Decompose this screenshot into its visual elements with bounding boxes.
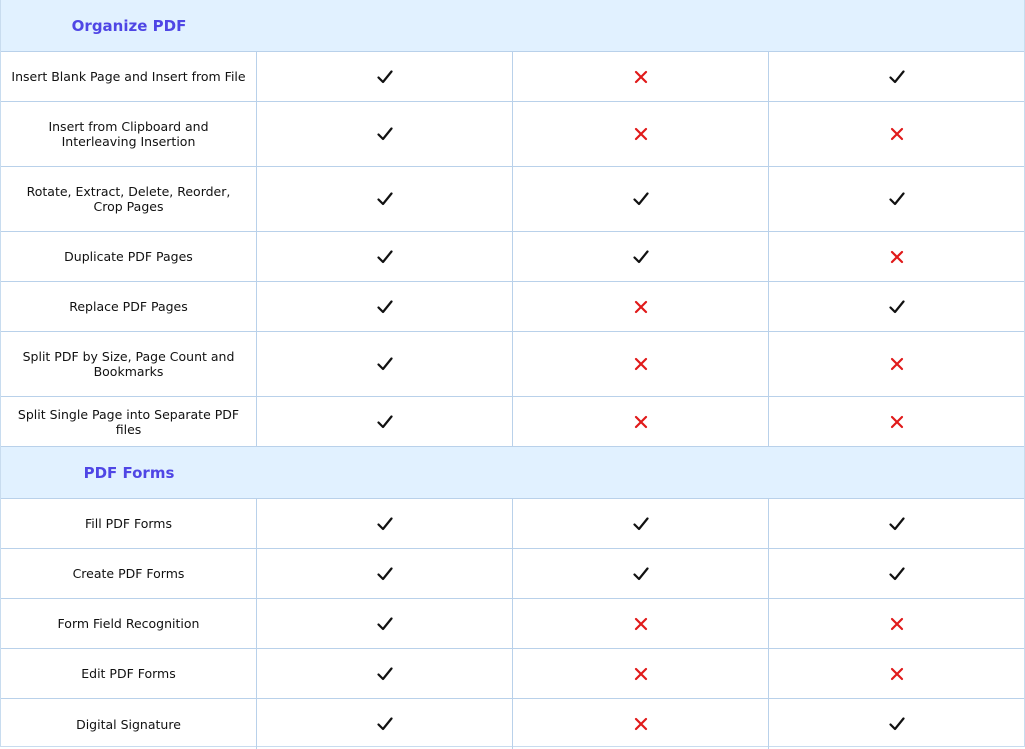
table-row	[1, 499, 1024, 549]
check-icon	[888, 190, 906, 208]
mark-cell	[513, 102, 769, 166]
cross-icon	[888, 355, 906, 373]
mark-cell	[513, 232, 769, 281]
table-row	[1, 167, 1024, 232]
cross-icon	[632, 298, 650, 316]
mark-cell	[513, 599, 769, 648]
mark-cell	[513, 167, 769, 231]
mark-cell	[513, 649, 769, 698]
cross-icon	[632, 615, 650, 633]
check-icon	[888, 565, 906, 583]
cross-icon	[632, 125, 650, 143]
section-header-organize-pdf	[1, 0, 1024, 52]
mark-cell	[769, 52, 1024, 101]
check-icon	[376, 615, 394, 633]
check-icon	[888, 298, 906, 316]
check-icon	[376, 715, 394, 733]
check-icon	[376, 248, 394, 266]
table-row	[1, 232, 1024, 282]
mark-cell	[257, 332, 513, 396]
check-icon	[888, 515, 906, 533]
mark-cell	[257, 232, 513, 281]
table-row	[1, 397, 1024, 447]
feature-label: Fill PDF Forms	[1, 499, 257, 548]
check-icon	[632, 190, 650, 208]
cross-icon	[888, 665, 906, 683]
mark-cell	[769, 499, 1024, 548]
mark-cell	[257, 52, 513, 101]
mark-cell	[257, 699, 513, 749]
mark-cell	[769, 599, 1024, 648]
table-row	[1, 549, 1024, 599]
check-icon	[888, 715, 906, 733]
mark-cell	[513, 699, 769, 749]
table-row	[1, 102, 1024, 167]
cross-icon	[632, 413, 650, 431]
feature-label: Split PDF by Size, Page Count and Bookmarks	[1, 332, 257, 396]
mark-cell	[257, 397, 513, 446]
mark-cell	[513, 332, 769, 396]
check-icon	[376, 413, 394, 431]
mark-cell	[769, 102, 1024, 166]
check-icon	[632, 248, 650, 266]
mark-cell	[513, 499, 769, 548]
mark-cell	[513, 397, 769, 446]
mark-cell	[769, 649, 1024, 698]
feature-label: Duplicate PDF Pages	[1, 232, 257, 281]
mark-cell	[257, 102, 513, 166]
feature-label: Split Single Page into Separate PDF files	[1, 397, 257, 446]
mark-cell	[513, 549, 769, 598]
feature-label: Digital Signature	[1, 699, 257, 749]
mark-cell	[257, 649, 513, 698]
mark-cell	[257, 599, 513, 648]
mark-cell	[513, 52, 769, 101]
mark-cell	[257, 167, 513, 231]
mark-cell	[257, 499, 513, 548]
check-icon	[632, 515, 650, 533]
mark-cell	[513, 282, 769, 331]
table-row	[1, 282, 1024, 332]
section-title: Organize PDF	[71, 16, 187, 35]
cross-icon	[632, 715, 650, 733]
cross-icon	[888, 125, 906, 143]
section-title: PDF Forms	[83, 463, 175, 482]
cross-icon	[632, 68, 650, 86]
table-row	[1, 52, 1024, 102]
check-icon	[376, 515, 394, 533]
feature-label: Create PDF Forms	[1, 549, 257, 598]
mark-cell	[769, 232, 1024, 281]
check-icon	[376, 68, 394, 86]
mark-cell	[769, 549, 1024, 598]
mark-cell	[257, 282, 513, 331]
mark-cell	[769, 397, 1024, 446]
check-icon	[632, 565, 650, 583]
feature-label: Insert Blank Page and Insert from File	[1, 52, 257, 101]
check-icon	[376, 190, 394, 208]
section-header-pdf-forms	[1, 447, 1024, 499]
feature-label: Rotate, Extract, Delete, Reorder, Crop Pages	[1, 167, 257, 231]
table-row	[1, 599, 1024, 649]
cross-icon	[632, 355, 650, 373]
table-row	[1, 649, 1024, 699]
check-icon	[376, 125, 394, 143]
cross-icon	[632, 665, 650, 683]
table-row	[1, 332, 1024, 397]
feature-label: Insert from Clipboard and Interleaving Insertion	[1, 102, 257, 166]
cross-icon	[888, 615, 906, 633]
mark-cell	[769, 699, 1024, 749]
check-icon	[376, 665, 394, 683]
mark-cell	[257, 549, 513, 598]
cross-icon	[888, 413, 906, 431]
check-icon	[888, 68, 906, 86]
mark-cell	[769, 167, 1024, 231]
check-icon	[376, 565, 394, 583]
feature-label: Replace PDF Pages	[1, 282, 257, 331]
feature-label: Edit PDF Forms	[1, 649, 257, 698]
table-row	[1, 699, 1024, 749]
feature-label: Form Field Recognition	[1, 599, 257, 648]
mark-cell	[769, 282, 1024, 331]
check-icon	[376, 355, 394, 373]
check-icon	[376, 298, 394, 316]
cross-icon	[888, 248, 906, 266]
mark-cell	[769, 332, 1024, 396]
